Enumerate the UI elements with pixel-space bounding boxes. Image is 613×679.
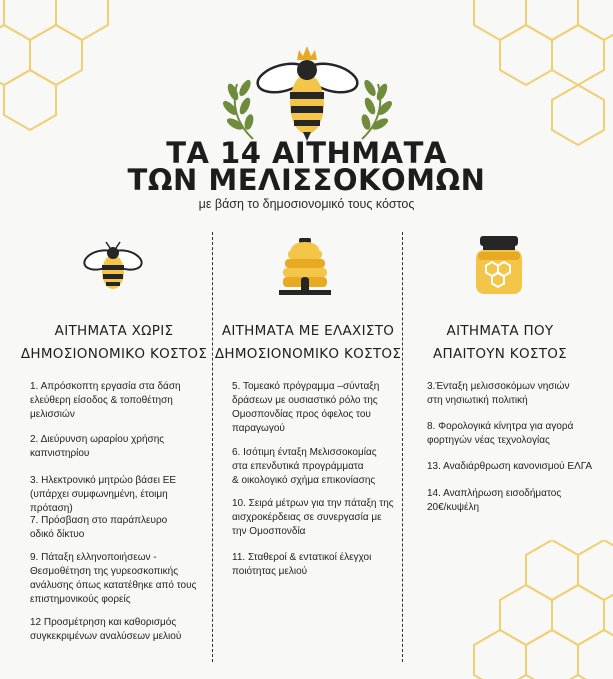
demand-item: 3. Ηλεκτρονικό μητρώο βάσει ΕΕ (υπάρχει συμφωνημένη, έτοιμη πρόταση)	[30, 475, 177, 514]
laurel-left-icon	[221, 78, 255, 139]
crown-icon	[297, 46, 317, 60]
column-divider-right	[402, 232, 403, 662]
demand-item: 7. Πρόσβαση στο παράπλευρο οδικό δίκτυο	[30, 515, 168, 540]
demand-item: 14. Αναπλήρωση εισοδήματος 20€/κυψέλη	[427, 488, 562, 513]
demand-item: 8. Φορολογικά κίνητρα για αγορά φορτηγών νέας τεχνολογίας	[427, 421, 574, 446]
honeycomb-bottom-right-decoration	[470, 540, 613, 679]
demand-item: 1. Απρόσκοπτη εργασία στα δάση ελεύθερη είσοδος & τοποθέτηση μελισσιών	[30, 381, 181, 420]
honeycomb-top-right-decoration	[470, 0, 613, 150]
demand-item: 3.Ένταξη μελισσοκόμων νησιών στη νησιωτική πολιτική	[427, 381, 570, 406]
demand-item: 11. Σταθεροί & εντατικοί έλεγχοι ποιότητας μελιού	[232, 552, 372, 577]
crowned-bee-logo	[215, 44, 400, 144]
page-subtitle: με βάση το δημοσιονομικό τους κόστος	[198, 197, 415, 211]
demand-item: 2. Διεύρυνση ωραρίου χρήσης καπνιστηρίου	[30, 434, 165, 459]
column-heading-with-cost: ΑΙΤΗΜΑΤΑ ΠΟΥ ΑΠΑΙΤΟΥΝ ΚΟΣΤΟΣ	[432, 323, 568, 362]
laurel-right-icon	[360, 78, 394, 139]
honeycomb-top-left-decoration	[0, 0, 125, 150]
demand-item: 6. Ισότιμη ένταξη Μελισσοκομίας στα επενδυτικά προγράμματα & οικολογικό σχήμα επικονίασης	[232, 447, 377, 486]
demand-item: 10. Σειρά μέτρων για την πάταξη της αισχροκέρδειας σε συνεργασία με την Ομοσπονδία	[232, 498, 394, 537]
column-divider-left	[212, 232, 213, 662]
bee-icon	[82, 240, 144, 297]
honey-jar-icon	[474, 236, 524, 301]
page-title-line-2: ΤΩΝ ΜΕΛΙΣΣΟΚΟΜΩΝ	[127, 163, 486, 197]
page-title-line-1: ΤΑ 14 ΑΙΤΗΜΑΤΑ	[166, 136, 447, 170]
column-heading-minimal-cost: ΑΙΤΗΜΑΤΑ ΜΕ ΕΛΑΧΙΣΤΟ ΔΗΜΟΣΙΟΝΟΜΙΚΟ ΚΟΣΤΟΣ	[214, 323, 402, 362]
demand-item: 9. Πάταξη ελληνοποιήσεων - Θεσμοθέτηση της γυρεοσκοπικής ανάλυσης όπως κατατέθηκε από τους επιστημονικούς φορείς	[30, 552, 197, 605]
column-heading-no-cost: ΑΙΤΗΜΑΤΑ ΧΩΡΙΣ ΔΗΜΟΣΙΟΝΟΜΙΚΟ ΚΟΣΤΟΣ	[20, 323, 208, 362]
demand-item: 12 Προσμέτρηση και καθορισμός συγκεκριμένων αναλύσεων μελιού	[30, 617, 182, 642]
demand-item: 13. Αναδιάρθρωση κανονισμού ΕΛΓΑ	[427, 461, 593, 472]
beehive-icon	[279, 238, 331, 301]
demand-item: 5. Τομεακό πρόγραμμα –σύνταξη δράσεων με ουσιαστικό ρόλο της Ομοσπονδίας προς όφελος του παραγωγού	[232, 381, 380, 434]
